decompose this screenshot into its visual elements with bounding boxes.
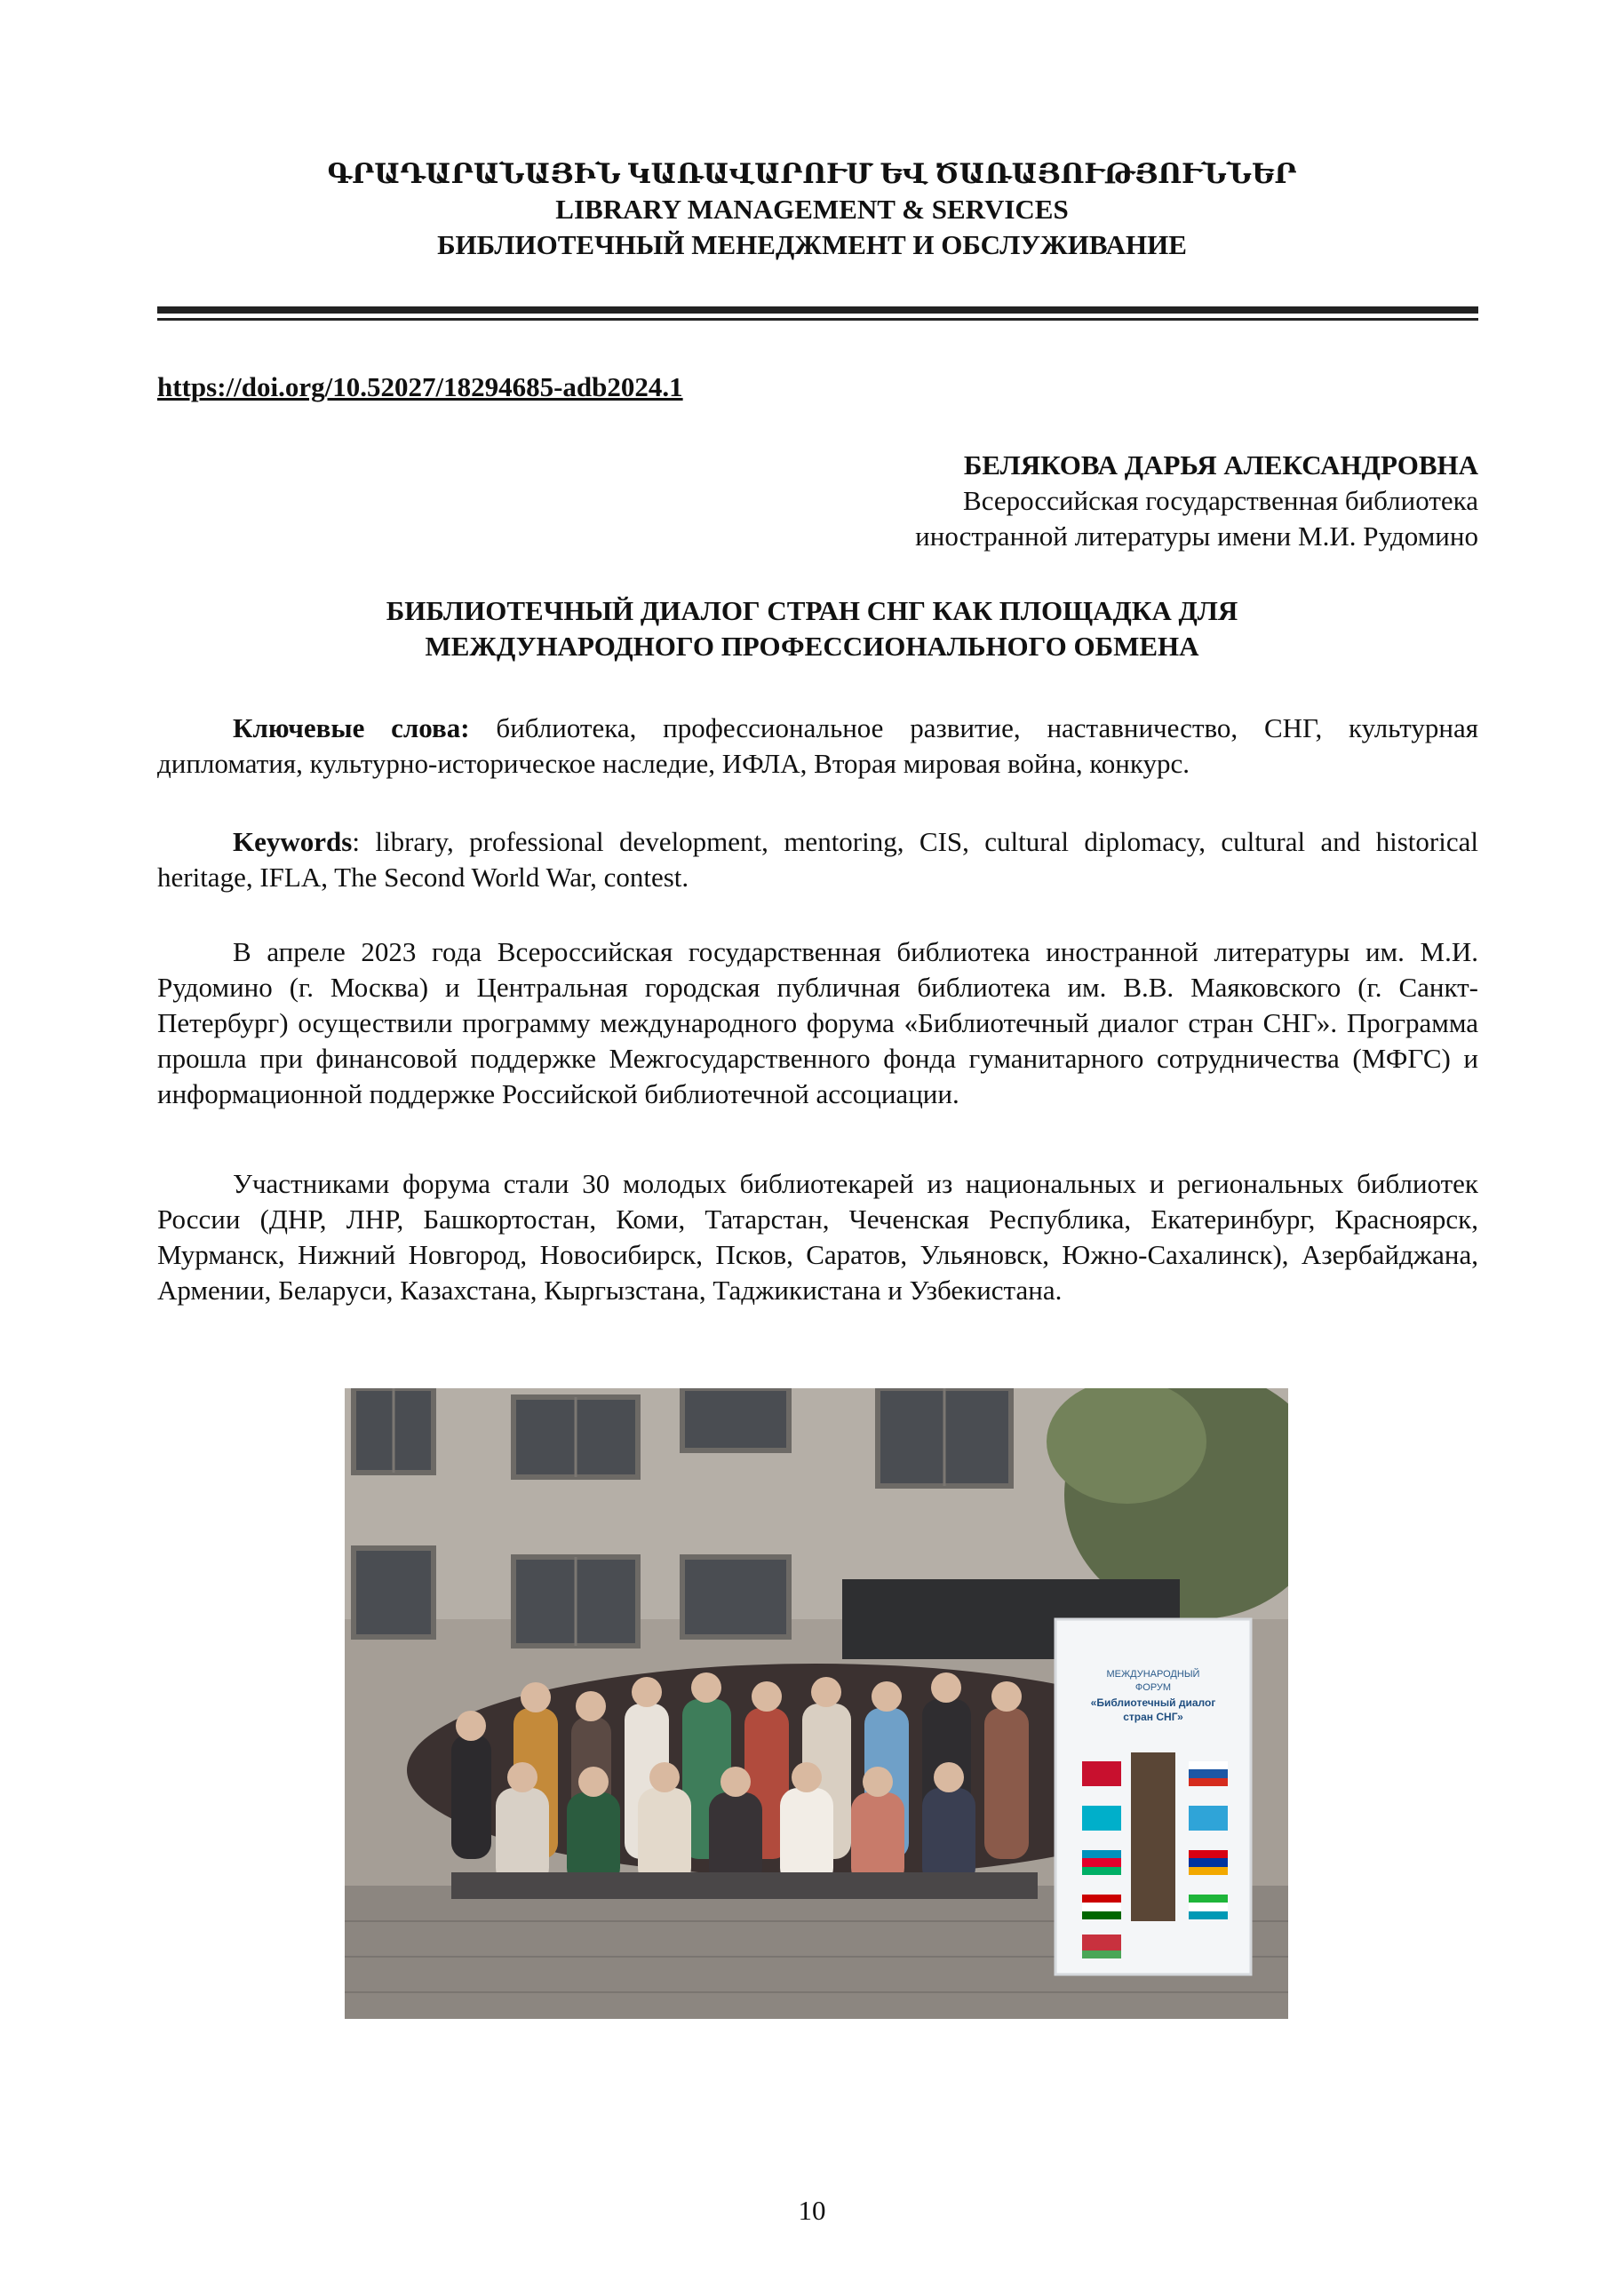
header-rule-thin: [157, 318, 1478, 321]
banner-text-1: МЕЖДУНАРОДНЫЙ: [1106, 1669, 1200, 1680]
banner-text-4: стран СНГ»: [1123, 1711, 1183, 1723]
journal-header: [0, 156, 1624, 263]
body-paragraph-2: Участниками форума стали 30 молодых библиотекарей из национальных и региональных библиотек России (ДНР, ЛНР, Башкортостан, Коми, Татарстан, Чеченская Республика, Екатеринбург, Красноярск, Мурманск, Нижний Новгород, Новосибирск, Псков, Саратов, Ульяновск, Южно-Сахалинск), Азербайджана, Армении, Беларуси, Казахстана, Кыргызстана, Таджикистана и Узбекистана.: [157, 1168, 1478, 1306]
keywords-en-label: Keywords: [233, 826, 353, 857]
keywords-en-text: : library, professional development, mentoring, CIS, cultural diplomacy, cultural and historical heritage, IFLA, The Second World War, contest.: [157, 826, 1478, 893]
header-rule-thick: [157, 306, 1478, 314]
title-line-1: БИБЛИОТЕЧНЫЙ ДИАЛОГ СТРАН СНГ КАК ПЛОЩАДКА ДЛЯ: [386, 595, 1238, 626]
doi-link[interactable]: https://doi.org/10.52027/18294685-adb2024.1: [157, 371, 683, 402]
author-block: [915, 448, 1478, 554]
banner-text-3: «Библиотечный диалог: [1090, 1696, 1216, 1709]
author-affiliation-1: Всероссийская государственная библиотека: [963, 485, 1478, 516]
header-russian: БИБЛИОТЕЧНЫЙ МЕНЕДЖМЕНТ И ОБСЛУЖИВАНИЕ: [437, 229, 1187, 260]
keywords-ru-label: Ключевые слова:: [233, 712, 470, 743]
keywords-ru-text: библиотека, профессиональное развитие, наставничество, СНГ, культурная дипломатия, культурно-историческое наследие, ИФЛА, Вторая мировая война, конкурс.: [157, 712, 1478, 779]
banner-text-2: ФОРУМ: [1134, 1682, 1172, 1693]
article-title: [0, 593, 1624, 664]
title-line-2: МЕЖДУНАРОДНОГО ПРОФЕССИОНАЛЬНОГО ОБМЕНА: [425, 631, 1199, 662]
author-affiliation-2: иностранной литературы имени М.И. Рудомино: [915, 520, 1478, 552]
keywords-en: [157, 824, 1478, 895]
forum-group-photo: [345, 1388, 1288, 2019]
header-english: LIBRARY MANAGEMENT & SERVICES: [555, 194, 1069, 225]
keywords-ru: [157, 711, 1478, 782]
header-armenian: ԳՐԱԴԱՐԱՆԱՅԻՆ ԿԱՌԱՎԱՐՈՒՄ ԵՎ ԾԱՌԱՅՈՒԹՅՈՒՆՆԵՐ: [327, 158, 1297, 189]
page-number: 10: [798, 2195, 826, 2226]
author-name: БЕЛЯКОВА ДАРЬЯ АЛЕКСАНДРОВНА: [963, 449, 1478, 481]
group-photo-illustration: [345, 1388, 1288, 2019]
body-paragraph-1: В апреле 2023 года Всероссийская государственная библиотека иностранной литературы им. М.И. Рудомино (г. Москва) и Центральная городская публичная библиотека им. В.В. Маяковского (г. Санкт-Петербург) осуществили программу международного форума «Библиотечный диалог стран СНГ». Программа прошла при финансовой поддержке Межгосударственного фонда гуманитарного сотрудничества (МФГС) и информационной поддержке Российской библиотечной ассоциации.: [157, 936, 1478, 1109]
